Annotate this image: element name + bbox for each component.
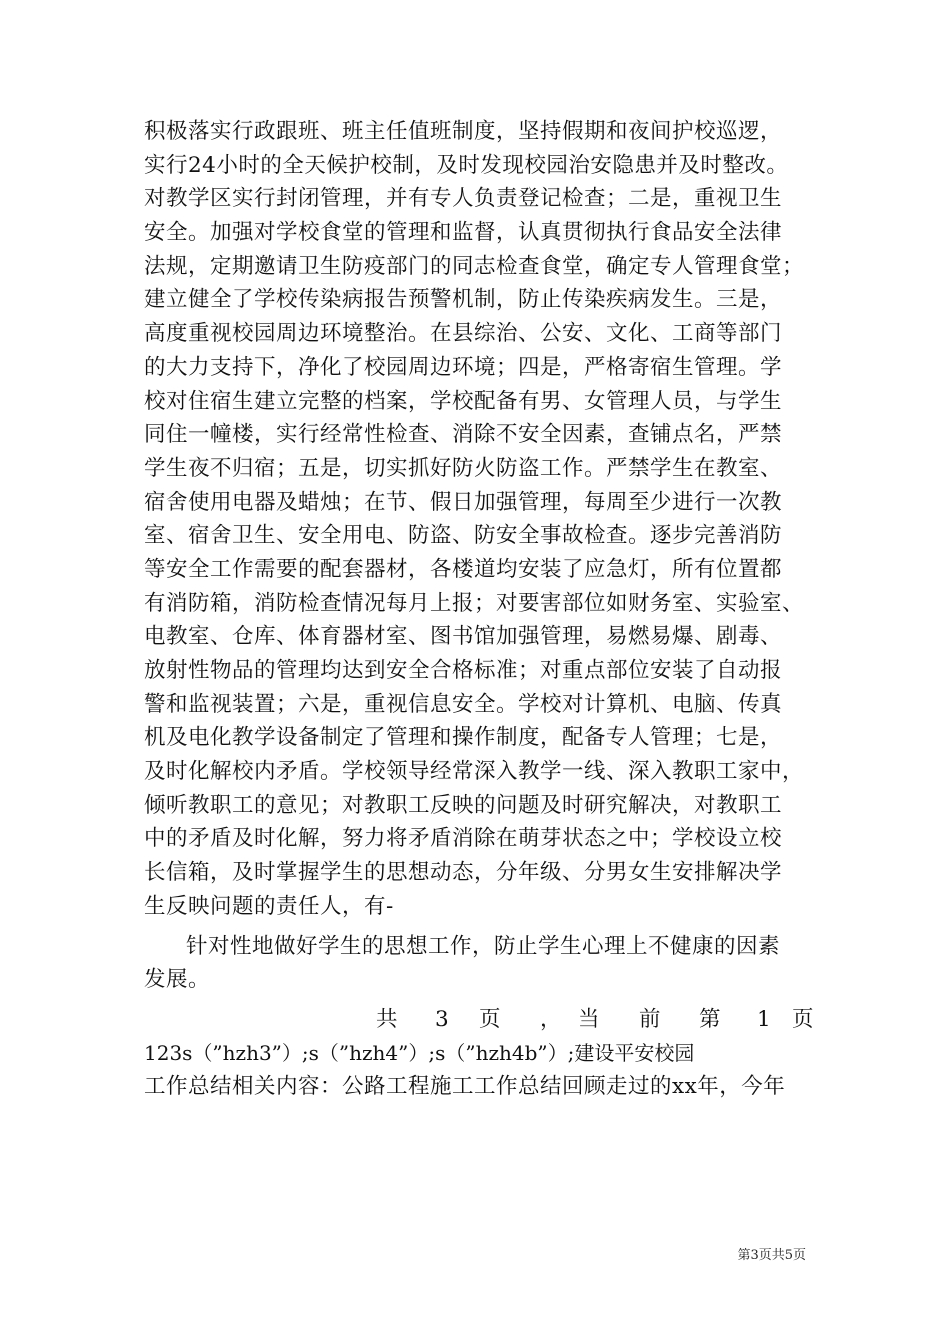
text-line: 对教学区实行封闭管理，并有专人负责登记检查；二是，重视卫生 xyxy=(144,186,783,212)
page-count-word: 前 xyxy=(639,1006,661,1032)
document-body xyxy=(144,115,814,1104)
text-line: 警和监视装置；六是，重视信息安全。学校对计算机、电脑、传真 xyxy=(144,691,783,717)
text-line: 发展。 xyxy=(144,967,211,993)
page-count-word: 页 xyxy=(792,1006,814,1032)
text-line: 室、宿舍卫生、安全用电、防盗、防安全事故检查。逐步完善消防 xyxy=(144,523,783,549)
text-line: 及时化解校内矛盾。学校领导经常深入教学一线、深入教职工家中， xyxy=(144,759,805,785)
page-count-word: 页 xyxy=(479,1006,501,1032)
text-line: 法规，定期邀请卫生防疫部门的同志检查食堂，确定专人管理食堂； xyxy=(144,253,805,279)
page-count-word: 第 xyxy=(699,1006,721,1032)
text-line: 机及电化教学设备制定了管理和操作制度，配备专人管理；七是， xyxy=(144,725,783,751)
page-footer: 第3页共5页 xyxy=(737,1248,806,1263)
text-line: 宿舍使用电器及蜡烛；在节、假日加强管理，每周至少进行一次教 xyxy=(144,489,783,515)
tail-line: 123s（”hzh3”）;s（”hzh4”）;s（”hzh4b”）;建设平安校园 xyxy=(144,1040,695,1065)
text-line: 有消防箱，消防检查情况每月上报；对要害部位如财务室、实验室、 xyxy=(144,590,805,616)
text-line: 电教室、仓库、体育器材室、图书馆加强管理，易燃易爆、剧毒、 xyxy=(144,624,783,650)
page-count-word: 1 xyxy=(757,1006,771,1032)
text-line: 的大力支持下，净化了校园周边环境；四是，严格寄宿生管理。学 xyxy=(144,354,783,380)
text-line: 放射性物品的管理均达到安全合格标准；对重点部位安装了自动报 xyxy=(144,658,783,683)
text-line: 同住一幢楼，实行经常性检查、消除不安全因素，查铺点名，严禁 xyxy=(144,422,783,448)
page-count-word: 3 xyxy=(435,1006,449,1032)
text-line: 建立健全了学校传染病报告预警机制，防止传染疾病发生。三是， xyxy=(144,287,783,313)
page-count-line xyxy=(144,1003,814,1037)
text-line: 校对住宿生建立完整的档案，学校配备有男、女管理人员，与学生 xyxy=(144,388,783,414)
text-line: 生反映问题的责任人，有- xyxy=(144,893,394,919)
text-line: 倾听教职工的意见；对教职工反映的问题及时研究解决，对教职工 xyxy=(144,792,783,818)
tail-line: 工作总结相关内容：公路工程施工工作总结回顾走过的xx年，今年 xyxy=(144,1074,786,1100)
paragraph-first-line: 针对性地做好学生的思想工作，防止学生心理上不健康的因素 xyxy=(186,933,781,959)
text-line: 安全。加强对学校食堂的管理和监督，认真贯彻执行食品安全法律 xyxy=(144,220,783,246)
text-line: 学生夜不归宿；五是，切实抓好防火防盗工作。严禁学生在教室、 xyxy=(144,455,783,481)
text-line: 高度重视校园周边环境整治。在县综治、公安、文化、工商等部门 xyxy=(144,321,783,347)
page-count-word: 当 xyxy=(578,1006,600,1032)
text-line: 积极落实行政跟班、班主任值班制度，坚持假期和夜间护校巡逻， xyxy=(144,119,783,144)
text-line: 长信箱，及时掌握学生的思想动态，分年级、分男女生安排解决学 xyxy=(144,860,783,886)
text-line: 中的矛盾及时化解，努力将矛盾消除在萌芽状态之中；学校设立校 xyxy=(144,826,783,852)
text-line: 等安全工作需要的配套器材，各楼道均安装了应急灯，所有位置都 xyxy=(144,556,783,582)
page-count-word: 共 xyxy=(376,1006,398,1032)
text-line: 实行24小时的全天候护校制，及时发现校园治安隐患并及时整改。 xyxy=(144,152,789,178)
page-count-word: ， xyxy=(540,1006,562,1032)
